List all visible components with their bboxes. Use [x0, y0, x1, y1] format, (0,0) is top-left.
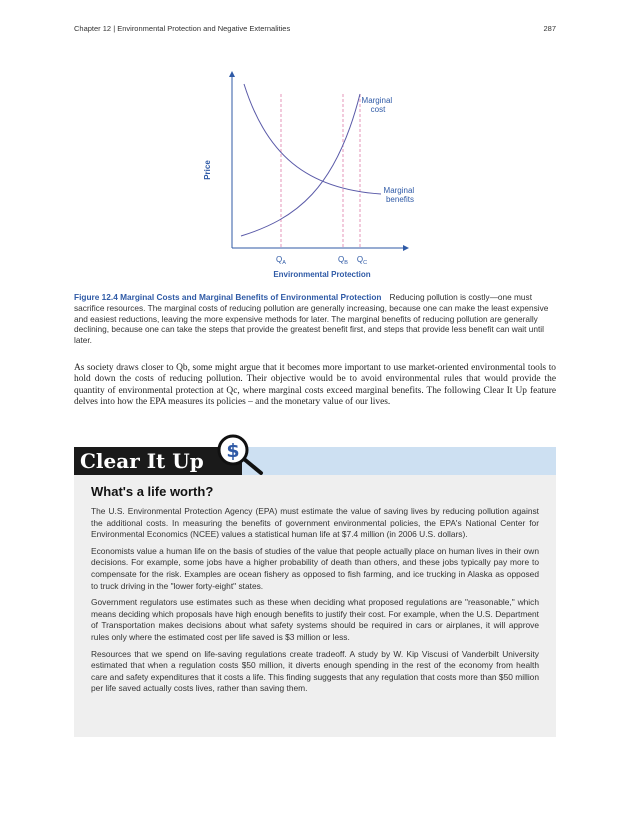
marginal-cost-curve — [241, 94, 360, 236]
feature-title: What's a life worth? — [91, 484, 214, 499]
tick-qb-sub: B — [344, 260, 348, 266]
feature-paragraph: The U.S. Environmental Protection Agency (EPA) must estimate the value of saving lives by reducing pollution against the additional costs. In measuring the benefits of government environmental policies, the EPA's National Center for Environmental Economics (NCEE) values a statistical human life at $7.4 million (in 2006 U.S. dollars). — [91, 506, 539, 540]
tick-label-qb — [338, 255, 348, 266]
x-axis-label: Environmental Protection — [273, 270, 371, 279]
magnifier-dollar-icon — [214, 433, 266, 477]
feature-paragraph: Government regulators use estimates such as these when deciding what proposed regulations are "reasonable," which means deciding which proposals have high enough benefits to justify their cost. For example, when the U.S. Department of Transportation makes decisions about what safety systems should be required in cars or airplanes, it will approve rules only where the estimated cost per life saved is $3 million or less. — [91, 597, 539, 642]
dollar-symbol: $ — [226, 440, 240, 462]
marginal-cost-label-line-1: Marginal — [361, 96, 393, 105]
marginal-cost-label-line-2: cost — [370, 105, 386, 114]
tick-qc-sub: C — [363, 260, 368, 266]
figure-label: Figure 12.4 Marginal Costs and Marginal Benefits of Environmental Protection — [74, 292, 382, 302]
page-header — [74, 24, 556, 33]
marginal-cost-label — [362, 96, 395, 114]
tick-qa-sub: A — [282, 260, 286, 266]
feature-text — [91, 506, 539, 700]
clear-it-up-banner — [74, 447, 556, 475]
tick-qb-main: Q — [338, 255, 345, 264]
tick-qa-main: Q — [276, 255, 283, 264]
marginal-benefits-label — [384, 186, 417, 204]
chapter-title: Chapter 12 | Environmental Protection and Negative Externalities — [74, 24, 291, 33]
tick-qc-main: Q — [356, 255, 364, 264]
marginal-benefits-label-line-2: benefits — [385, 195, 415, 204]
marginal-benefits-curve — [244, 84, 381, 194]
feature-paragraph: Resources that we spend on life-saving regulations create tradeoff. A study by W. Kip Viscusi of Vanderbilt University estimated that when a regulation costs $50 million, it diverts enough spending in the rest of the economy from health care and safety expenditures that it costs a life. This finding suggests that any regulation that costs more than $50 million per life saved actually costs lives, rather than saving them. — [91, 648, 539, 694]
feature-paragraph: Economists value a human life on the basis of studies of the value that people actually place on human lives in their own decisions. For example, some jobs have a higher probability of death than others, and these jobs typically pay more to compensate for the risk. Examples are ocean fishery as opposed to fish farming, and ice trucking in Alaska as opposed to truck driving in the "lower forty-eight" states. — [91, 545, 539, 591]
figure-caption-text: Reducing pollution is costly—one must sacrifice resources. The marginal costs of reducing pollution are generally increasing, because one can make the least expensive and easiest reductions, leaving the more expensive methods for later. The marginal benefits of reducing pollution are generally declining, because one can take the steps that provide the greatest benefit first, and steps that provide less benefit can wait until later. — [74, 292, 549, 346]
marginal-benefits-label-line-1: Marginal — [383, 186, 415, 195]
page-number: 287 — [543, 24, 556, 33]
tick-label-qc — [357, 255, 367, 266]
y-axis-label: Price — [203, 160, 212, 180]
body-paragraph: As society draws closer to Qb, some might argue that it becomes more important to use market-oriented environmental tools to hold down the costs of reducing pollution. Their objective would be to avoid environmental rules that would provide the quantity of environmental protection at Qc, where marginal costs exceed marginal benefits. The following Clear It Up feature delves into how the EPA measures its policies – and the monetary value of our lives. — [74, 363, 556, 408]
marginal-cost-benefit-chart — [196, 64, 436, 284]
tick-label-qa — [276, 255, 286, 266]
banner-title: Clear It Up — [74, 447, 242, 475]
figure-caption — [74, 292, 556, 346]
